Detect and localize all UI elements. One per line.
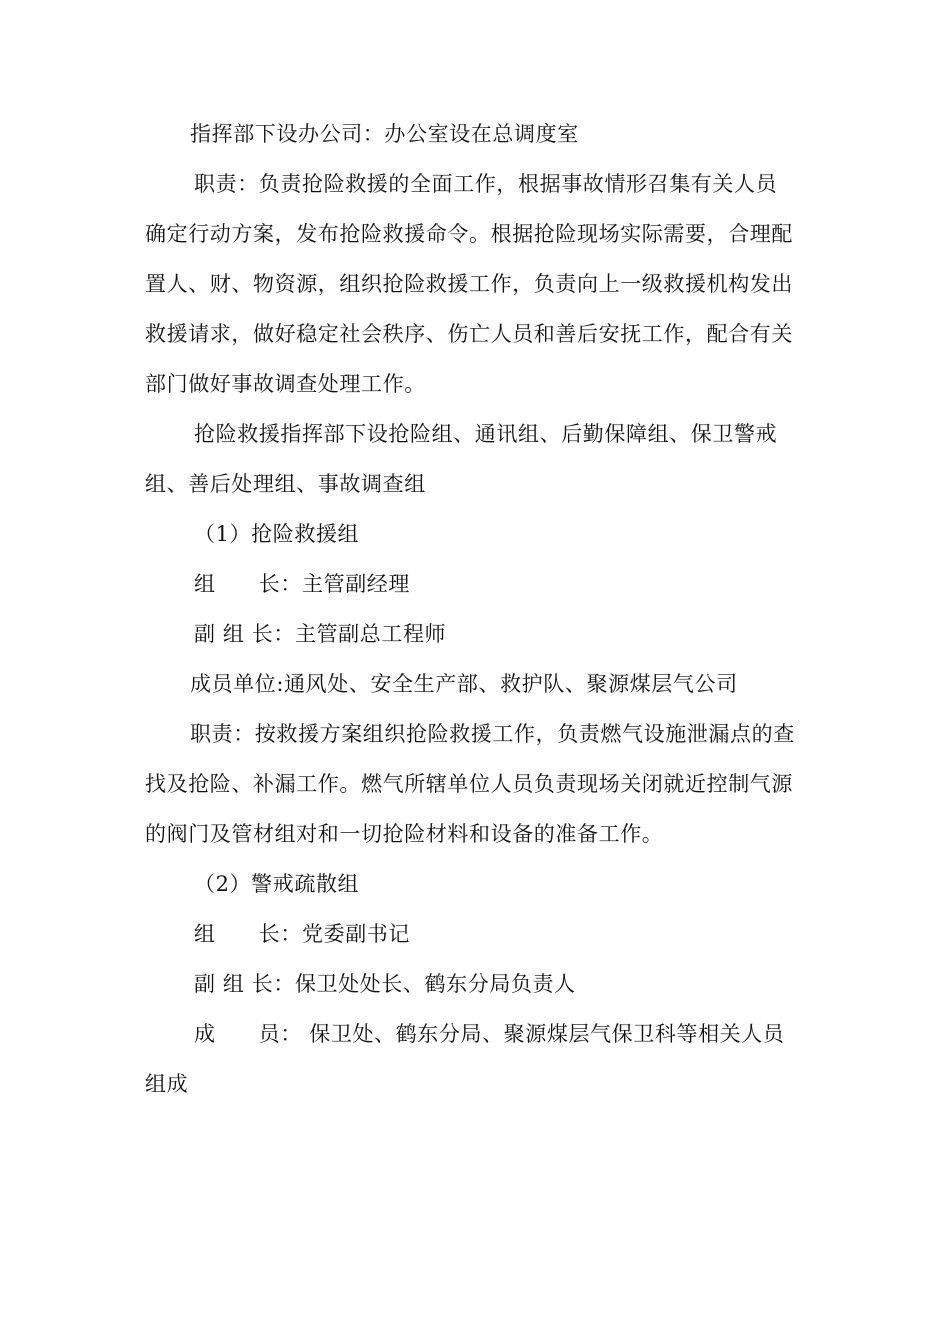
evacuation-group-members-line-2: 组成 (145, 1072, 189, 1096)
paragraph-duties-line-1: 职责：负责抢险救援的全面工作，根据事故情形召集有关人员 (194, 172, 778, 196)
rescue-group-members: 成员单位:通风处、安全生产部、救护队、聚源煤层气公司 (190, 672, 738, 696)
evacuation-group-leader: 组 长：党委副书记 (194, 922, 410, 946)
rescue-group-deputy-leader: 副 组 长：主管副总工程师 (194, 622, 447, 646)
paragraph-groups-line-1: 抢险救援指挥部下设抢险组、通讯组、后勤保障组、保卫警戒 (194, 422, 778, 446)
paragraph-duties-line-4: 救援请求，做好稳定社会秩序、伤亡人员和善后安抚工作，配合有关 (145, 322, 793, 346)
evacuation-group-deputy-leader: 副 组 长：保卫处处长、鹤东分局负责人 (194, 972, 576, 996)
paragraph-duties-line-3: 置人、财、物资源，组织抢险救援工作，负责向上一级救援机构发出 (145, 272, 793, 296)
rescue-group-duties-line-3: 的阀门及管材组对和一切抢险材料和设备的准备工作。 (145, 822, 664, 846)
rescue-group-duties-line-2: 找及抢险、补漏工作。燃气所辖单位人员负责现场关闭就近控制气源 (145, 772, 793, 796)
rescue-group-leader: 组 长：主管副经理 (194, 572, 410, 596)
rescue-group-duties-line-1: 职责：按救援方案组织抢险救援工作，负责燃气设施泄漏点的查 (190, 722, 795, 746)
paragraph-duties-line-5: 部门做好事故调查处理工作。 (145, 372, 426, 396)
paragraph-duties-line-2: 确定行动方案，发布抢险救援命令。根据抢险现场实际需要，合理配 (145, 222, 793, 246)
section-heading-evacuation-group: （2）警戒疏散组 (194, 872, 360, 896)
section-heading-rescue-group: （1）抢险救援组 (194, 522, 360, 546)
evacuation-group-members-line-1: 成 员： 保卫处、鹤东分局、聚源煤层气保卫科等相关人员 (194, 1022, 785, 1046)
paragraph-groups-line-2: 组、善后处理组、事故调查组 (145, 472, 426, 496)
paragraph-office-setup: 指挥部下设办公司：办公室设在总调度室 (190, 122, 579, 146)
